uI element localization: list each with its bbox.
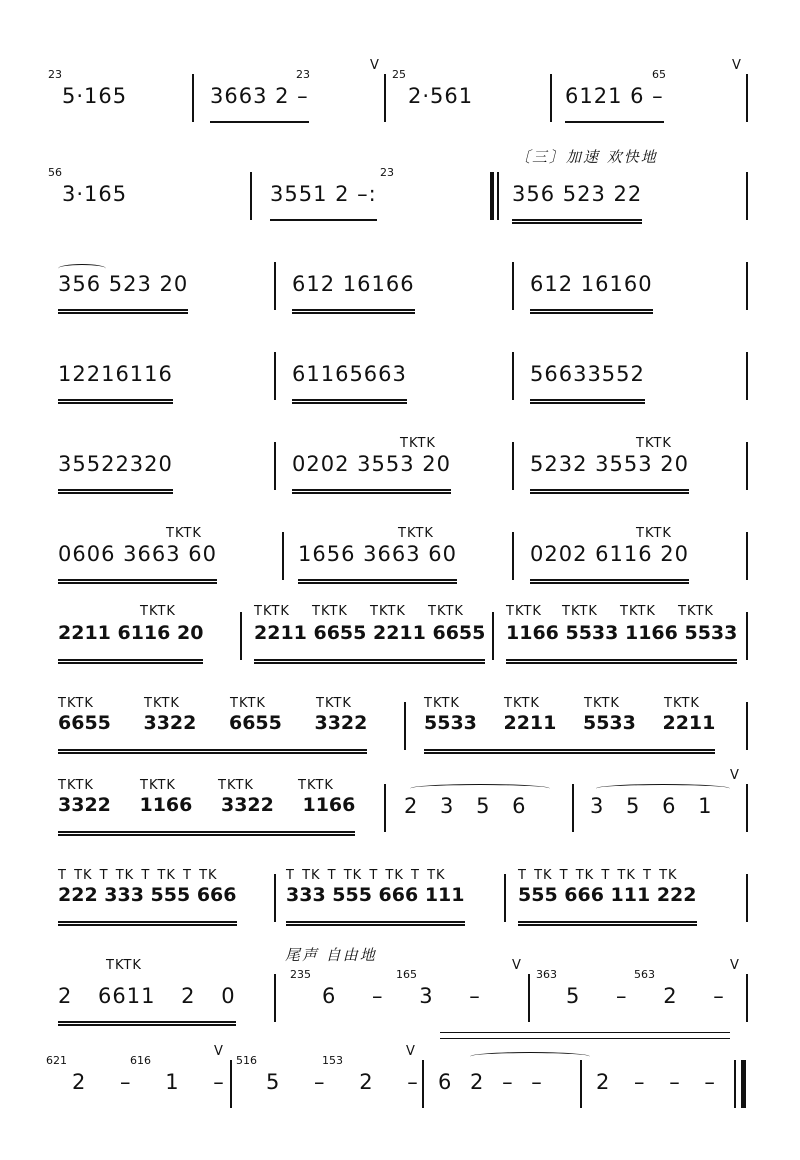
barline bbox=[746, 784, 748, 832]
articulation-tk-pairs: T TK T TK T TK T TK bbox=[518, 868, 678, 883]
barline bbox=[746, 262, 748, 310]
articulation-tk: TKTK bbox=[58, 778, 94, 793]
measure: 61165663 bbox=[292, 362, 407, 404]
measure: 2 3 5 6 bbox=[404, 794, 527, 818]
measure: 3322 1166 3322 1166 bbox=[58, 794, 355, 836]
grace-note: 56 bbox=[48, 166, 62, 179]
barline bbox=[230, 1060, 232, 1108]
barline bbox=[274, 352, 276, 400]
measure: 2·561 bbox=[408, 84, 474, 108]
grace-note: 563 bbox=[634, 968, 655, 981]
score-row-5 bbox=[0, 430, 800, 510]
measure: 2211 6116 20 bbox=[58, 622, 203, 664]
barline bbox=[746, 612, 748, 660]
barline bbox=[492, 612, 494, 660]
measure: 56633552 bbox=[530, 362, 645, 404]
grace-note: 23 bbox=[380, 166, 394, 179]
articulation-tk: TKTK bbox=[218, 778, 254, 793]
barline bbox=[512, 262, 514, 310]
breath-mark: V bbox=[214, 1044, 223, 1059]
barline bbox=[746, 74, 748, 122]
measure: 12216116 bbox=[58, 362, 173, 404]
measure: 1656 3663 60 bbox=[298, 542, 457, 584]
barline bbox=[746, 352, 748, 400]
barline bbox=[274, 262, 276, 310]
grace-note: 165 bbox=[396, 968, 417, 981]
measure: 5·165 bbox=[62, 84, 128, 108]
score-row-6 bbox=[0, 520, 800, 600]
barline bbox=[746, 172, 748, 220]
measure: 5 – 2 – bbox=[266, 1070, 419, 1094]
articulation-tk: TKTK bbox=[620, 604, 656, 619]
grace-note: 363 bbox=[536, 968, 557, 981]
articulation-tk: TKTK bbox=[636, 526, 672, 541]
measure: 222 333 555 666 bbox=[58, 884, 237, 926]
score-row-7 bbox=[0, 600, 800, 680]
measure: 0202 6116 20 bbox=[530, 542, 689, 584]
articulation-tk: TKTK bbox=[428, 604, 464, 619]
measure: 3663 2 – bbox=[210, 84, 309, 123]
barline bbox=[504, 874, 506, 922]
measure: 3·165 bbox=[62, 182, 128, 206]
articulation-tk: TKTK bbox=[400, 436, 436, 451]
articulation-tk: TKTK bbox=[562, 604, 598, 619]
barline bbox=[580, 1060, 582, 1108]
score-row-12 bbox=[0, 1044, 800, 1128]
score-row-3 bbox=[0, 250, 800, 330]
barline bbox=[512, 442, 514, 490]
breath-mark: V bbox=[732, 58, 741, 73]
barline bbox=[404, 702, 406, 750]
measure: 2 – 1 – bbox=[72, 1070, 225, 1094]
grace-note: 25 bbox=[392, 68, 406, 81]
articulation-tk-pairs: T TK T TK T TK T TK bbox=[286, 868, 446, 883]
score-row-4 bbox=[0, 340, 800, 420]
measure: 6 2 – – bbox=[438, 1070, 543, 1094]
articulation-tk: TKTK bbox=[312, 604, 348, 619]
section-marker: 尾声 自由地 bbox=[285, 946, 377, 964]
measure: 5533 2211 5533 2211 bbox=[424, 712, 715, 754]
measure: 612 16160 bbox=[530, 272, 653, 314]
repeat-barline bbox=[490, 172, 494, 220]
measure: 0606 3663 60 bbox=[58, 542, 217, 584]
measure: 6655 3322 6655 3322 bbox=[58, 712, 367, 754]
measure: 612 16166 bbox=[292, 272, 415, 314]
grace-note: 616 bbox=[130, 1054, 151, 1067]
measure: 2 6611 2 0 bbox=[58, 984, 236, 1026]
articulation-tk: TKTK bbox=[316, 696, 352, 711]
barline bbox=[250, 172, 252, 220]
section-marker: 〔三〕加速 欢快地 bbox=[515, 148, 658, 166]
barline bbox=[746, 702, 748, 750]
barline bbox=[384, 74, 386, 122]
barline bbox=[746, 974, 748, 1022]
measure: 0202 3553 20 bbox=[292, 452, 451, 494]
staff-rule bbox=[440, 1032, 730, 1033]
score-row-11 bbox=[0, 946, 800, 1042]
barline bbox=[746, 532, 748, 580]
barline bbox=[512, 532, 514, 580]
score-row-9 bbox=[0, 768, 800, 852]
barline bbox=[422, 1060, 424, 1108]
barline bbox=[572, 784, 574, 832]
score-row-10 bbox=[0, 862, 800, 942]
articulation-tk: TKTK bbox=[678, 604, 714, 619]
articulation-tk: TKTK bbox=[506, 604, 542, 619]
articulation-tk: TKTK bbox=[254, 604, 290, 619]
articulation-tk: TKTK bbox=[664, 696, 700, 711]
barline bbox=[512, 352, 514, 400]
articulation-tk: TKTK bbox=[140, 778, 176, 793]
articulation-tk-pairs: T TK T TK T TK T TK bbox=[58, 868, 218, 883]
measure: 2 – – – bbox=[596, 1070, 716, 1094]
grace-note: 65 bbox=[652, 68, 666, 81]
measure: 555 666 111 222 bbox=[518, 884, 697, 926]
articulation-tk: TKTK bbox=[166, 526, 202, 541]
grace-note: 516 bbox=[236, 1054, 257, 1067]
measure: 5 – 2 – bbox=[566, 984, 725, 1008]
measure: 35522320 bbox=[58, 452, 173, 494]
slur bbox=[470, 1052, 590, 1061]
barline bbox=[497, 172, 499, 220]
barline bbox=[384, 784, 386, 832]
articulation-tk: TKTK bbox=[106, 958, 142, 973]
articulation-tk: TKTK bbox=[504, 696, 540, 711]
breath-mark: V bbox=[406, 1044, 415, 1059]
articulation-tk: TKTK bbox=[636, 436, 672, 451]
articulation-tk: TKTK bbox=[140, 604, 176, 619]
barline bbox=[274, 442, 276, 490]
articulation-tk: TKTK bbox=[58, 696, 94, 711]
articulation-tk: TKTK bbox=[230, 696, 266, 711]
grace-note: 23 bbox=[48, 68, 62, 81]
barline bbox=[192, 74, 194, 122]
barline bbox=[274, 974, 276, 1022]
measure: 6 – 3 – bbox=[322, 984, 481, 1008]
slur bbox=[596, 784, 730, 793]
barline bbox=[282, 532, 284, 580]
breath-mark: V bbox=[730, 958, 739, 973]
articulation-tk: TKTK bbox=[298, 778, 334, 793]
measure: 1166 5533 1166 5533 bbox=[506, 622, 737, 664]
barline bbox=[528, 974, 530, 1022]
measure: 2211 6655 2211 6655 bbox=[254, 622, 485, 664]
articulation-tk: TKTK bbox=[370, 604, 406, 619]
staff-rule bbox=[440, 1038, 730, 1039]
barline bbox=[734, 1060, 736, 1108]
articulation-tk: TKTK bbox=[424, 696, 460, 711]
barline bbox=[550, 74, 552, 122]
slur bbox=[410, 784, 550, 793]
measure: 3551 2 –: bbox=[270, 182, 377, 221]
measure: 5232 3553 20 bbox=[530, 452, 689, 494]
barline bbox=[746, 874, 748, 922]
articulation-tk: TKTK bbox=[398, 526, 434, 541]
score-row-2 bbox=[0, 148, 800, 240]
barline bbox=[274, 874, 276, 922]
grace-note: 621 bbox=[46, 1054, 67, 1067]
final-barline bbox=[741, 1060, 746, 1108]
breath-mark: V bbox=[370, 58, 379, 73]
measure: 333 555 666 111 bbox=[286, 884, 465, 926]
measure: 3 5 6 1 bbox=[590, 794, 713, 818]
barline bbox=[746, 442, 748, 490]
barline bbox=[240, 612, 242, 660]
articulation-tk: TKTK bbox=[144, 696, 180, 711]
measure: 6121 6 – bbox=[565, 84, 664, 123]
grace-note: 235 bbox=[290, 968, 311, 981]
grace-note: 153 bbox=[322, 1054, 343, 1067]
score-row-8 bbox=[0, 690, 800, 770]
grace-note: 23 bbox=[296, 68, 310, 81]
score-row-1 bbox=[0, 58, 800, 142]
breath-mark: V bbox=[512, 958, 521, 973]
articulation-tk: TKTK bbox=[584, 696, 620, 711]
breath-mark: V bbox=[730, 768, 739, 783]
measure: 356 523 22 bbox=[512, 182, 642, 224]
measure: 356 523 20 bbox=[58, 272, 188, 314]
